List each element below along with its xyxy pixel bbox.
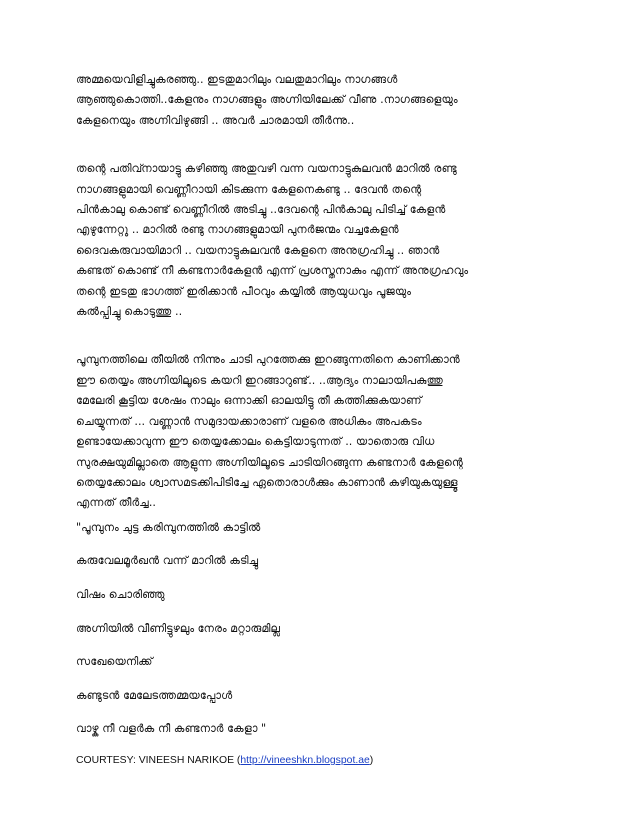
poem-line: വാഴ്ക നീ വളർക നീ കണ്ടനാർ കേളാ ": [76, 722, 267, 736]
poem-line: സഖേയെനിക്ക്: [76, 655, 153, 669]
document-page: [76, 70, 576, 769]
paragraph-2: തന്റെ പതിവ്നായാട്ടു കഴിഞ്ഞു അതുവഴി വന്ന വയനാട്ടുകുലവൻ മാറിൽ രണ്ടു നാഗങ്ങളുമായി വെണ്ണീറായി കിടക്കുന്ന കേളനെകണ്ടു .. ദേവൻ തന്റെ പിൻകാലു കൊണ്ട് വെണ്ണീറിൽ അടിച്ചു ..ദേവന്റെ പിൻകാലു പിടിച്ച് കേളൻ എഴുന്നേറ്റു .. മാറിൽ രണ്ടു നാഗങ്ങളുമായി പുനർജന്മം വച്ചകേളൻ ദൈവകരുവായിമാറി .. വയനാട്ടുകുലവൻ കേളനെ അനുഗ്രഹിച്ചു .. ഞാൻ കണ്ടത് കൊണ്ട് നീ കണ്ടനാർകേളൻ എന്ന് പ്രശസ്തനാകും എന്ന് അനുഗ്രഹവും തന്റെ ഇടതു ഭാഗത്ത് ഇരിക്കാൻ പീഠവും കയ്യിൽ ആയുധവും പൂജയും കൽപ്പിച്ചു കൊടുത്തു ..: [76, 162, 469, 319]
poem-line: "പൂമ്പുനം ചുട്ട കരിമ്പുനത്തിൽ കാട്ടിൽ: [76, 520, 261, 534]
courtesy-prefix: COURTESY: VINEESH NARIKOE (: [76, 754, 241, 766]
poem-line: വിഷം ചൊരിഞ്ഞു: [76, 587, 165, 601]
paragraph-1: അമ്മയെവിളിച്ചുകരഞ്ഞു.. ഇടതുമാറിലും വലതുമാറിലും നാഗങ്ങൾ ആഞ്ഞുകൊത്തി..കേളനും നാഗങ്ങളും അഗ്നിയിലേക്ക് വീണു .നാഗങ്ങളെയും കേളനെയും അഗ്നിവിഴുങ്ങി .. അവർ ചാരമായി തീർന്നു..: [76, 73, 458, 127]
courtesy-suffix: ): [369, 754, 374, 766]
courtesy-line: [76, 753, 576, 769]
poem-line: അഗ്നിയിൽ വീണിട്ടുഴലും നേരം മറ്റാരുമില്ല: [76, 621, 281, 635]
paragraph-3: പൂമ്പുനത്തിലെ തീയിൽ നിന്നും ചാടി പുറത്തേക്കു ഇറങ്ങുന്നതിനെ കാണിക്കാൻ ഈ തെയ്യം അഗ്നിയിലൂടെ കയറി ഇറങ്ങാറുണ്ട്.. ..ആദ്യം നാലായിപകുത്തു മേലേരി കൂട്ടിയ ശേഷം നാലും ഒന്നാക്കി ഓലയിട്ടു തീ കത്തിക്കുകയാണ് ചെയ്യുന്നത് ... വണ്ണാൻ സമുദായക്കാരാണ് വളരെ അധികം അപകടം ഉണ്ടായേക്കാവുന്ന ഈ തെയ്യക്കോലം കെട്ടിയാടുന്നത് .. യാതൊരു വിധ സുരക്ഷയുമില്ലാതെ ആളുന്ന അഗ്നിയിലൂടെ ചാടിയിറങ്ങുന്ന കണ്ടനാർ കേളന്റെ തെയ്യക്കോലം ശ്വാസമടക്കിപിടിച്ചേ ഏതൊരാൾക്കും കാണാൻ കഴിയുകയുള്ളൂ എന്നത് തീർച്ച..: [76, 353, 464, 510]
poem: [76, 518, 576, 740]
poem-line: കണ്ടുടൻ മേലേടത്തമ്മയപ്പോൾ: [76, 688, 233, 702]
poem-line: കരുവേലമൂർഖൻ വന്ന് മാറിൽ കടിച്ചു: [76, 554, 259, 568]
blog-link[interactable]: http://vineeshkn.blogspot.ae: [240, 754, 370, 766]
